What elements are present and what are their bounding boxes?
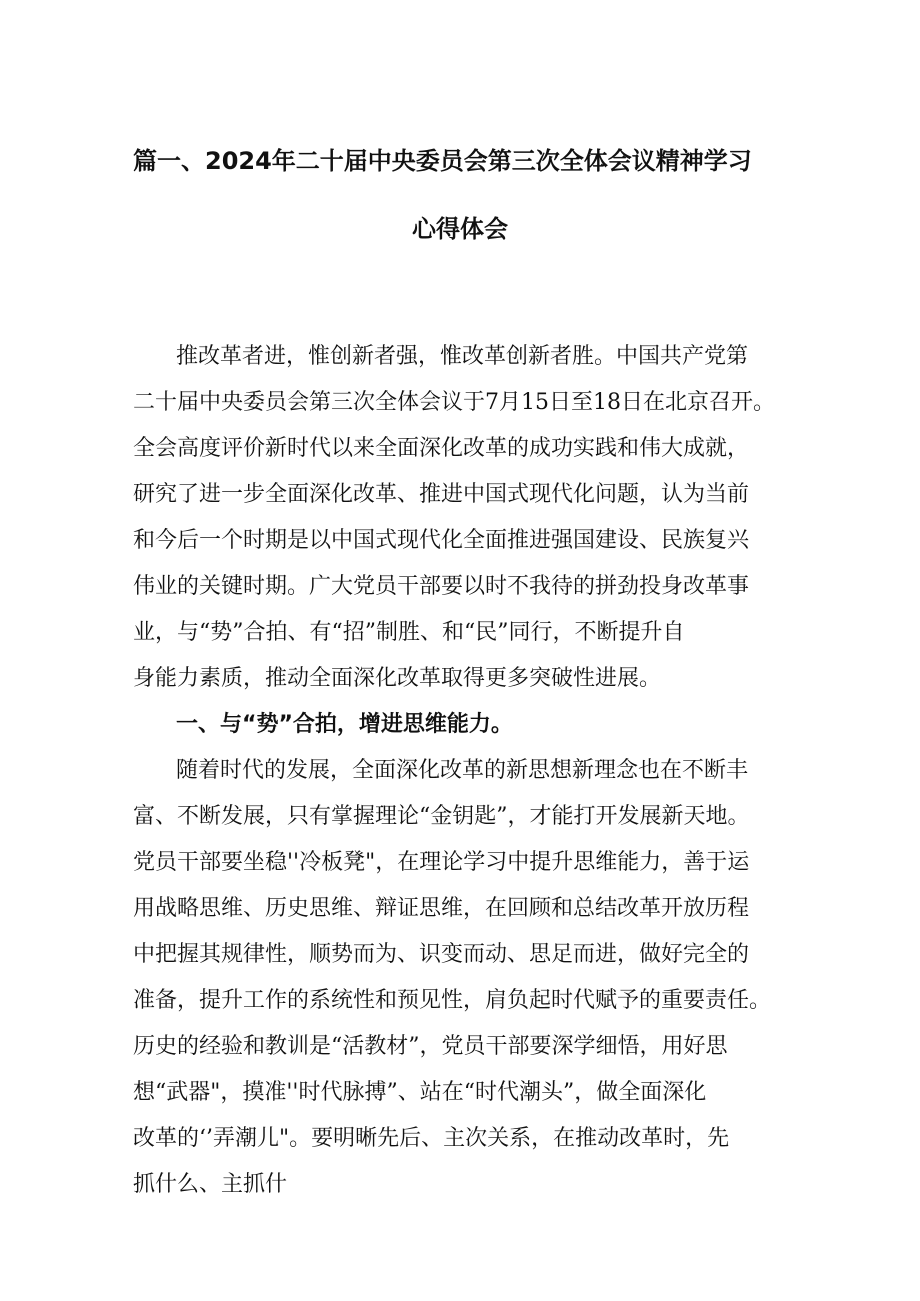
paragraph-line: 伟业的关键时期。广大党员干部要以时不我待的拼劲投身改革事	[133, 574, 750, 599]
document-title-line2: 心得体会	[412, 215, 508, 243]
paragraph-line: 想“武器"，摸准''时代脉搏”、站在“时代潮头”，做全面深化	[133, 1080, 707, 1105]
document-title-line1: 篇一、2024年二十届中央委员会第三次全体会议精神学习	[133, 147, 752, 175]
paragraph-line: 身能力素质，推动全面深化改革取得更多突破性进展。	[133, 666, 662, 691]
paragraph-line: 业，与“势”合拍、有“招”制胜、和“民”同行，不断提升自	[133, 620, 685, 645]
paragraph-line: 党员干部要坐稳''冷板凳"，在理论学习中提升思维能力，善于运	[133, 850, 750, 875]
paragraph-line: 推改革者进，惟创新者强，惟改革创新者胜。中国共产党第	[176, 344, 749, 369]
section-heading-1: 一、与“势”合拍，增进思维能力。	[176, 712, 513, 737]
paragraph-line: 用战略思维、历史思维、辩证思维，在回顾和总结改革开放历程	[133, 896, 750, 921]
paragraph-line: 中把握其规律性，顺势而为、识变而动、思足而进，做好完全的	[133, 942, 750, 967]
paragraph-line: 和今后一个时期是以中国式现代化全面推进强国建设、民族复兴	[133, 528, 750, 553]
paragraph-line: 历史的经验和教训是“活教材”，党员干部要深学细悟，用好思	[133, 1034, 728, 1059]
paragraph-line: 全会高度评价新时代以来全面深化改革的成功实践和伟大成就，	[133, 436, 750, 461]
paragraph-line: 随着时代的发展，全面深化改革的新思想新理念也在不断丰	[176, 758, 749, 783]
paragraph-line: 富、不断发展，只有掌握理论“金钥匙”，才能打开发展新天地。	[133, 804, 750, 829]
paragraph-line: 准备，提升工作的系统性和预见性，肩负起时代赋予的重要责任。	[133, 988, 772, 1013]
paragraph-line: 研究了进一步全面深化改革、推进中国式现代化问题，认为当前	[133, 482, 750, 507]
paragraph-line: 二十届中央委员会第三次全体会议于7月15日至18日在北京召开。	[133, 390, 775, 415]
paragraph-line: 改革的‘’弄潮儿"。要明晰先后、主次关系，在推动改革时，先	[133, 1126, 730, 1151]
paragraph-line: 抓什么、主抓什	[133, 1172, 288, 1197]
